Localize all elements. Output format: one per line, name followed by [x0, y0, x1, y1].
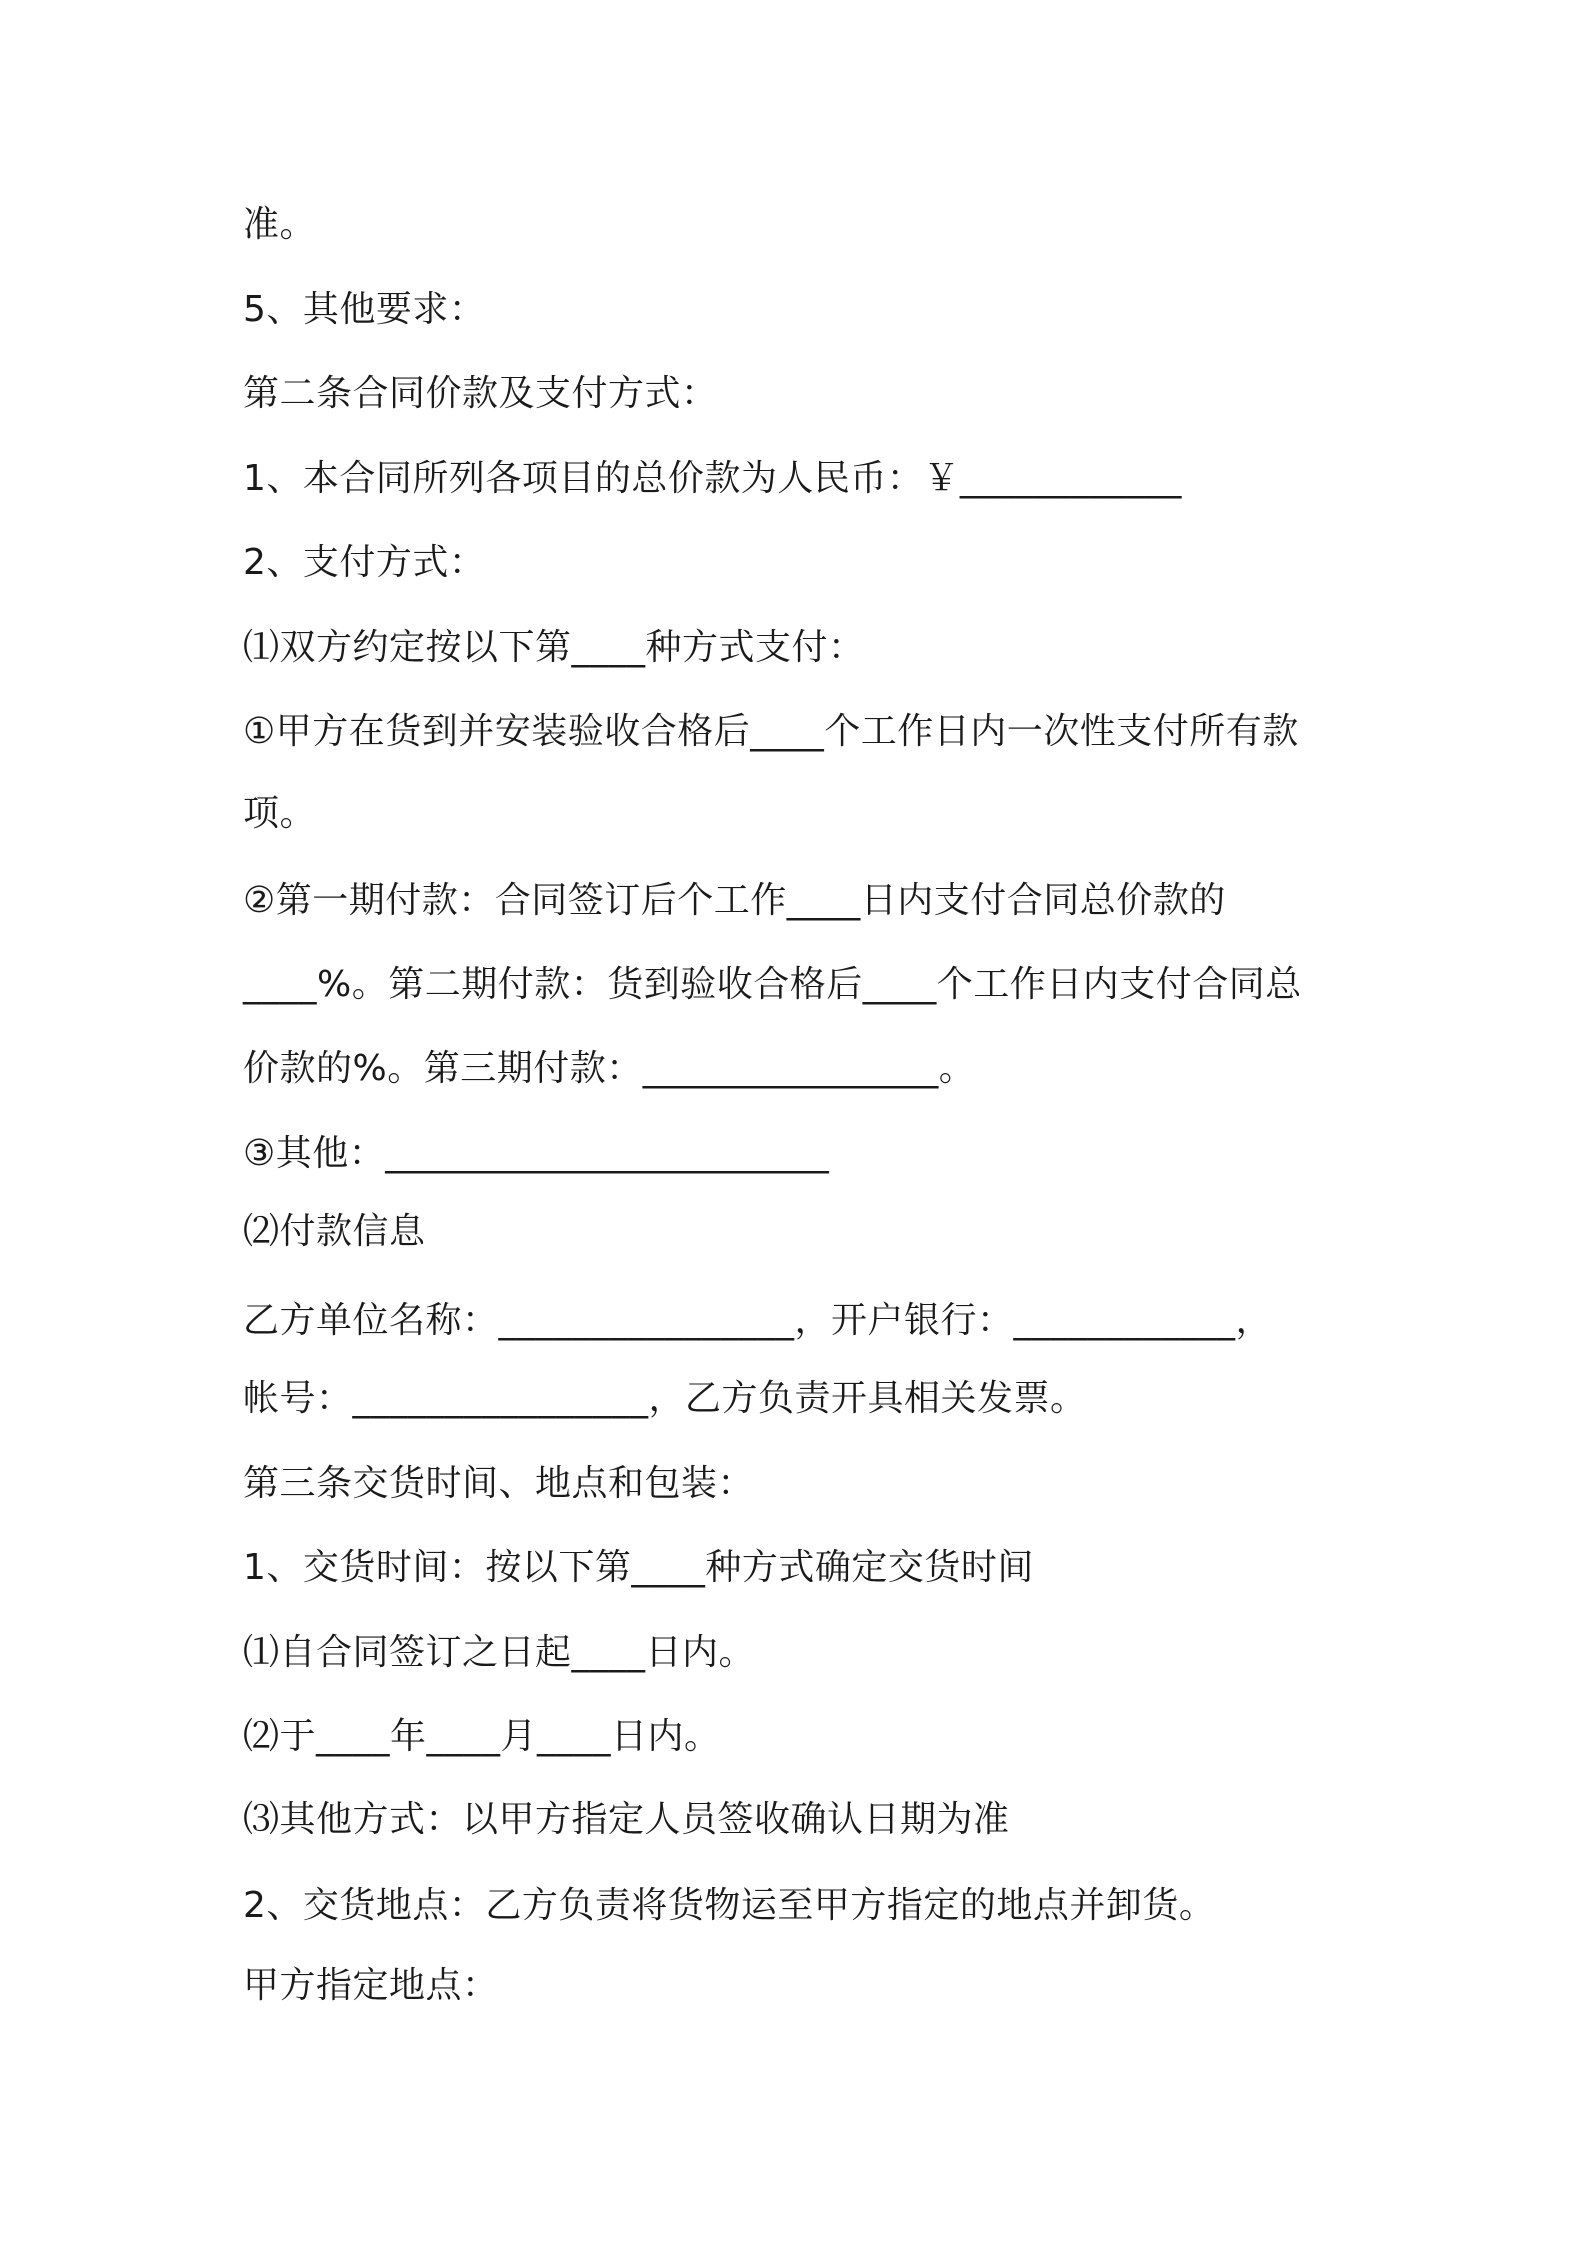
- text-line: ⑵于____年____月____日内。: [243, 1716, 721, 1757]
- text-line: 乙方单位名称：________________，开户银行：____________，: [243, 1300, 1273, 1341]
- text-line: ①甲方在货到并安装验收合格后____个工作日内一次性支付所有款: [243, 711, 1299, 752]
- text-line: 5、其他要求：: [243, 289, 486, 330]
- text-line: 1、本合同所列各项目的总价款为人民币：￥____________: [243, 458, 1182, 499]
- text-line: ③其他：________________________: [243, 1133, 830, 1174]
- text-line: 1、交货时间：按以下第____种方式确定交货时间: [243, 1547, 1034, 1588]
- text-line: 甲方指定地点：: [243, 1965, 499, 2006]
- text-line: 帐号：________________，乙方负责开具相关发票。: [243, 1378, 1087, 1419]
- text-line: ②第一期付款：合同签订后个工作____日内支付合同总价款的: [243, 880, 1226, 921]
- text-line: 准。: [243, 204, 317, 245]
- text-line: 2、交货地点：乙方负责将货物运至甲方指定的地点并卸货。: [243, 1885, 1216, 1926]
- text-line: ⑵付款信息: [243, 1211, 426, 1252]
- text-line: 2、支付方式：: [243, 542, 486, 583]
- section-heading: 第二条合同价款及支付方式：: [243, 373, 718, 414]
- text-line: ⑴自合同签订之日起____日内。: [243, 1632, 756, 1673]
- text-line: ____%。第二期付款：货到验收合格后____个工作日内支付合同总: [243, 964, 1302, 1005]
- section-heading: 第三条交货时间、地点和包装：: [243, 1463, 755, 1504]
- text-line: ⑴双方约定按以下第____种方式支付：: [243, 627, 865, 668]
- text-line: ⑶其他方式：以甲方指定人员签收确认日期为准: [243, 1799, 1010, 1840]
- text-line: 项。: [243, 793, 317, 834]
- text-line: 价款的%。第三期付款：________________。: [243, 1048, 976, 1089]
